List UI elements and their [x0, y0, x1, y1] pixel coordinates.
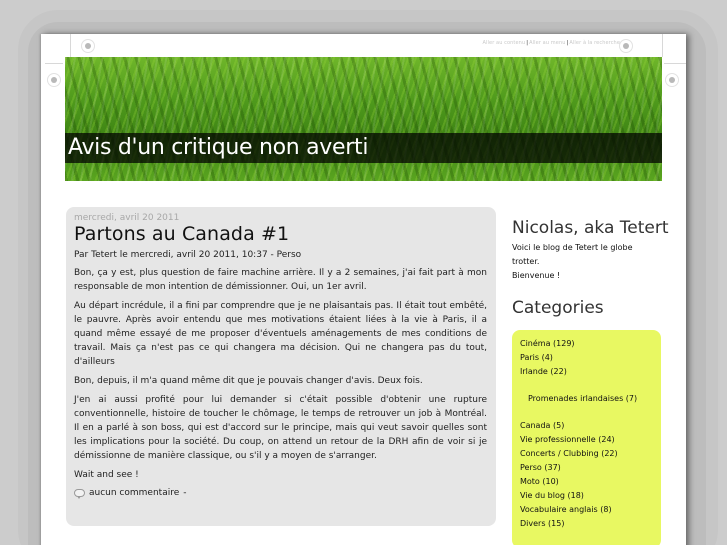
about-text [512, 241, 662, 283]
skip-links [483, 40, 620, 46]
post-title-link[interactable] [74, 223, 487, 245]
post-paragraph: J'en ai aussi profité pour lui demander si c'était possible d'obtenir une rupture conventionnelle, histoire de toucher le chômage, le temps de retrouver un job à Montréal. Il en a parlé à son boss, qui est d'accord sur le principe, mais qui veut savoir quelles sont les implications pour la société. Du coup, on attend un retour de la DRH afin de voir si je démissionne de manière classique, ou s'il y a moyen de s'arranger. [74, 395, 487, 461]
skip-to-search-link[interactable]: Aller à la recherche [569, 40, 620, 46]
category-item [520, 419, 653, 433]
category-item [520, 489, 653, 503]
post-date: mercredi, avril 20 2011 [74, 213, 180, 223]
category-link-irlande[interactable]: Irlande (22) [520, 367, 567, 376]
post-body [74, 266, 487, 482]
category-subitem [520, 392, 653, 406]
categories-box [512, 330, 661, 545]
banner-title-bar [65, 133, 662, 163]
separator: | [566, 40, 569, 46]
crop-guide [662, 34, 663, 57]
post-author-date: Par Tetert le mercredi, avril 20 2011, 10:37 - [74, 250, 277, 260]
about-text-line: Bienvenue ! [512, 271, 561, 280]
site-title[interactable]: Avis d'un critique non averti [68, 135, 369, 160]
category-link-moto[interactable]: Moto (10) [520, 477, 559, 486]
category-item [520, 461, 653, 475]
post-paragraph: Au départ incrédule, il a fini par comprendre que je ne plaisantais pas. Il était tout embêté, le pauvre. Après avoir entendu que mes motivations étaient liées à la vie à Paris, il a quand même essayé de me proposer d'éventuels aménagements de mes conditions de travail. Mais ça n'est pas ce qui changera ma décision. Qui ne changera pas du tout, d'ailleurs [74, 301, 487, 367]
registration-mark-icon [81, 39, 95, 53]
post-footer [74, 487, 487, 499]
category-item [520, 475, 653, 489]
comments-suffix: - [183, 488, 187, 498]
category-link-vie-du-blog[interactable]: Vie du blog (18) [520, 491, 584, 500]
registration-mark-icon [619, 39, 633, 53]
post-meta [74, 249, 487, 261]
comments-link[interactable]: aucun commentaire [89, 488, 180, 498]
category-link-promenades-irlandaises[interactable]: Promenades irlandaises (7) [528, 394, 638, 403]
skip-to-content-link[interactable]: Aller au contenu [482, 40, 526, 46]
post-paragraph: Bon, depuis, il m'a quand même dit que je pouvais changer d'avis. Deux fois. [74, 376, 423, 386]
category-item [520, 365, 653, 379]
categories-list [520, 337, 653, 531]
category-item [520, 447, 653, 461]
post-category-link[interactable]: Perso [276, 250, 302, 260]
crop-guide [45, 63, 63, 64]
category-item [520, 503, 653, 517]
category-item [520, 351, 653, 365]
post-paragraph: Bon, ça y est, plus question de faire machine arrière. Il y a 2 semaines, j'ai fait part à mon responsable de mon intention de démissionner. Oui, un 1er avril. [74, 268, 487, 292]
blog-post [66, 207, 496, 526]
category-link-canada[interactable]: Canada (5) [520, 421, 565, 430]
category-item [520, 337, 653, 351]
speech-bubble-icon [74, 489, 85, 497]
category-item [520, 433, 653, 447]
category-link-divers[interactable]: Divers (15) [520, 519, 565, 528]
post-title: Partons au Canada #1 [74, 223, 290, 245]
separator: | [526, 40, 529, 46]
category-link-paris[interactable]: Paris (4) [520, 353, 553, 362]
skip-to-menu-link[interactable]: Aller au menu [529, 40, 566, 46]
crop-guide [70, 34, 71, 57]
category-link-cinema[interactable]: Cinéma (129) [520, 339, 575, 348]
page-container [41, 34, 686, 545]
category-link-perso[interactable]: Perso (37) [520, 463, 561, 472]
registration-mark-icon [47, 73, 61, 87]
categories-title: Categories [512, 298, 604, 318]
about-title: Nicolas, aka Tetert [512, 218, 669, 238]
sidebar [512, 217, 669, 545]
header-banner [65, 57, 662, 181]
category-link-vocabulaire-anglais[interactable]: Vocabulaire anglais (8) [520, 505, 612, 514]
category-item [520, 517, 653, 531]
crop-guide [664, 63, 686, 64]
category-link-concerts-clubbing[interactable]: Concerts / Clubbing (22) [520, 449, 618, 458]
registration-mark-icon [665, 73, 679, 87]
about-text-line: Voici le blog de Tetert le globe trotter. [512, 243, 633, 266]
post-paragraph: Wait and see ! [74, 470, 139, 480]
category-link-vie-professionnelle[interactable]: Vie professionnelle (24) [520, 435, 615, 444]
